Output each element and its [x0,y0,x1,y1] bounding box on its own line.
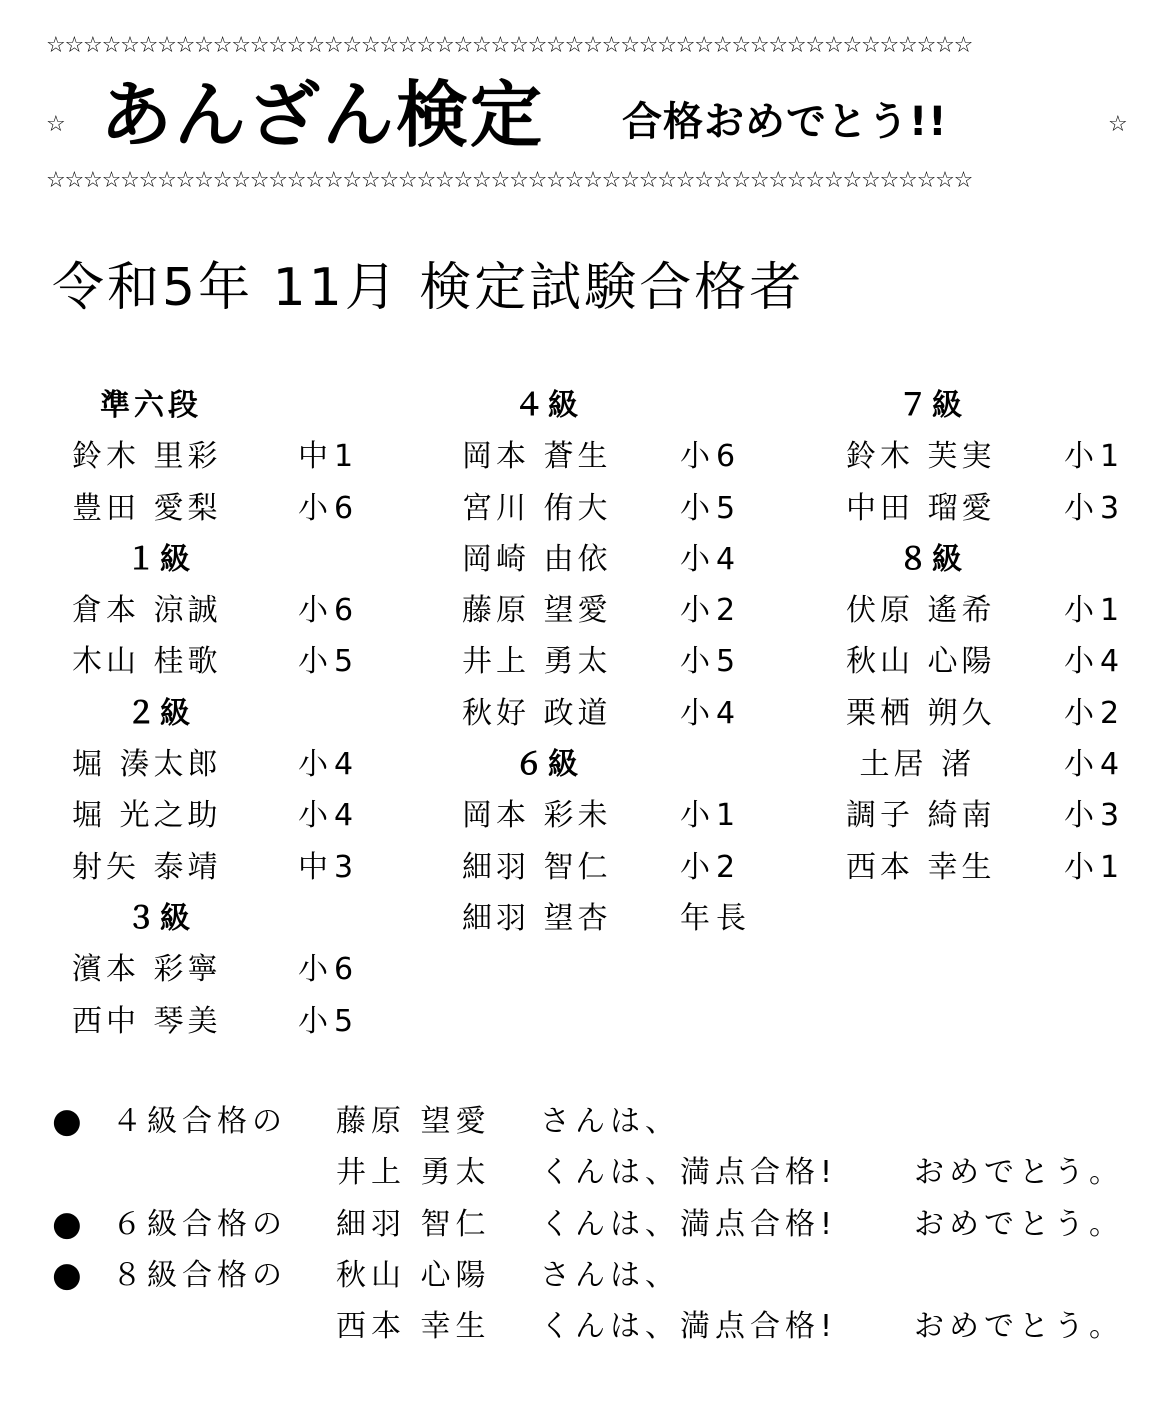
passer-name: 秋山 心陽 [846,644,996,680]
passer-grade: 小2 [1064,695,1126,731]
note-name: 西本 幸生 [336,1309,491,1345]
passer-name: 藤原 望愛 [462,593,612,629]
note-message: くんは、満点合格! [540,1155,838,1191]
passer-name: 岡崎 由依 [462,541,612,577]
passer-name: 鈴木 里彩 [72,439,222,475]
passer-row [846,585,1126,636]
passer-name: 宮川 侑大 [462,490,612,526]
banner-subtitle: 合格おめでとう!! [622,99,948,145]
level-heading: ３級 [126,900,194,936]
passer-row [72,842,360,893]
passer-name: 細羽 望杏 [462,900,612,936]
passer-row [72,483,360,534]
passer-row [72,636,360,687]
passer-grade: 小5 [680,490,742,526]
note-congrats: おめでとう。 [914,1206,1124,1242]
passer-row [846,688,1126,739]
passer-grade: 小6 [680,439,742,475]
passer-row [462,842,742,893]
passer-grade: 小5 [298,644,360,680]
passer-grade: 小3 [1064,798,1126,834]
passer-name: 射矢 泰靖 [72,849,222,885]
level-heading: ８級 [898,541,966,577]
passer-name: 堀 光之助 [72,798,222,834]
passer-name: 中田 瑠愛 [846,490,996,526]
passer-row [846,790,1126,841]
passer-row [72,739,360,790]
passer-name: 秋好 政道 [462,695,612,731]
passer-grade: 小1 [680,798,742,834]
passer-row [462,483,742,534]
page-heading: 令和5年 11月 検定試験合格者 [52,258,805,318]
bullet-icon: ● [52,1203,87,1244]
passer-grade: 小6 [298,593,360,629]
passer-grade: 小1 [1064,593,1126,629]
passer-name: 土居 渚 [846,747,976,783]
passer-grade: 年長 [680,900,752,936]
note-prefix: ６級合格の [112,1206,287,1242]
level-heading: ６級 [514,747,582,783]
passer-grade: 小1 [1064,849,1126,885]
level-heading: ２級 [126,695,194,731]
passer-name: 細羽 智仁 [462,849,612,885]
bullet-icon: ● [52,1254,87,1295]
level-heading: 準六段 [100,388,202,423]
passer-name: 倉本 涼誠 [72,593,222,629]
passer-row [72,944,360,995]
passer-name: 岡本 彩未 [462,798,612,834]
passer-grade: 小3 [1064,490,1126,526]
note-message: くんは、満点合格! [540,1309,838,1345]
note-line [52,1301,1162,1352]
passer-name: 伏原 遙希 [846,593,996,629]
passer-row [72,585,360,636]
star-icon-left: ☆ [46,112,66,137]
passer-name: 豊田 愛梨 [72,490,222,526]
note-name: 秋山 心陽 [336,1257,491,1293]
passer-grade: 小6 [298,952,360,988]
passer-row [846,842,1126,893]
passer-grade: 小5 [298,1003,360,1039]
passer-row [462,636,742,687]
passer-grade: 小4 [1064,644,1126,680]
passer-grade: 小4 [680,695,742,731]
passer-name: 西中 琴美 [72,1003,222,1039]
passer-name: 栗栖 朔久 [846,695,996,731]
congrats-notes [52,1096,1162,1352]
note-prefix: ４級合格の [112,1104,287,1139]
passer-grade: 小4 [298,798,360,834]
passer-grade: 小6 [298,490,360,526]
passer-name: 岡本 蒼生 [462,439,612,475]
star-border-bottom: ☆☆☆☆☆☆☆☆☆☆☆☆☆☆☆☆☆☆☆☆☆☆☆☆☆☆☆☆☆☆☆☆☆☆☆☆☆☆☆☆☆☆☆☆☆☆☆☆☆☆ [46,168,973,193]
passer-row [72,790,360,841]
star-border-top: ☆☆☆☆☆☆☆☆☆☆☆☆☆☆☆☆☆☆☆☆☆☆☆☆☆☆☆☆☆☆☆☆☆☆☆☆☆☆☆☆☆☆☆☆☆☆☆☆☆☆ [46,33,973,58]
results-column-1 [72,380,360,1047]
note-line [52,1199,1162,1250]
note-congrats: おめでとう。 [914,1155,1124,1191]
passer-row [462,790,742,841]
results-column-3 [846,380,1126,893]
level-heading: ７級 [898,388,966,423]
results-column-2 [462,380,752,944]
note-message: さんは、 [540,1104,680,1139]
passer-grade: 小2 [680,849,742,885]
passer-name: 濱本 彩寧 [72,952,222,988]
passer-row [72,996,360,1047]
note-message: くんは、満点合格! [540,1206,838,1242]
note-line [52,1250,1162,1301]
passer-row [72,431,360,482]
passer-grade: 小5 [680,644,742,680]
passer-row [462,431,742,482]
passer-row [846,483,1126,534]
note-congrats: おめでとう。 [914,1309,1124,1345]
passer-grade: 中1 [298,439,360,475]
passer-grade: 小4 [680,541,742,577]
passer-row [846,739,1126,790]
passer-name: 鈴木 芙実 [846,439,996,475]
passer-grade: 小4 [1064,747,1126,783]
passer-row [462,893,752,944]
passer-grade: 小2 [680,593,742,629]
passer-row [846,431,1126,482]
passer-grade: 小1 [1064,439,1126,475]
note-line [52,1096,1162,1147]
passer-row [846,636,1126,687]
passer-row [462,585,742,636]
banner-title: あんざん検定 [100,73,545,157]
passer-name: 堀 湊太郎 [72,747,222,783]
note-name: 藤原 望愛 [336,1104,491,1139]
note-line [52,1147,1162,1198]
passer-name: 西本 幸生 [846,849,996,885]
passer-name: 調子 綺南 [846,798,996,834]
passer-grade: 中3 [298,849,360,885]
passer-name: 木山 桂歌 [72,644,222,680]
note-message: さんは、 [540,1257,680,1293]
note-prefix: ８級合格の [112,1257,287,1293]
passer-name: 井上 勇太 [462,644,612,680]
passer-grade: 小4 [298,747,360,783]
note-name: 井上 勇太 [336,1155,491,1191]
note-name: 細羽 智仁 [336,1206,491,1242]
level-heading: ４級 [514,388,582,423]
bullet-icon: ● [52,1101,87,1141]
star-icon-right: ☆ [1108,112,1128,137]
level-heading: １級 [126,541,194,577]
passer-row [462,534,742,585]
passer-row [462,688,742,739]
